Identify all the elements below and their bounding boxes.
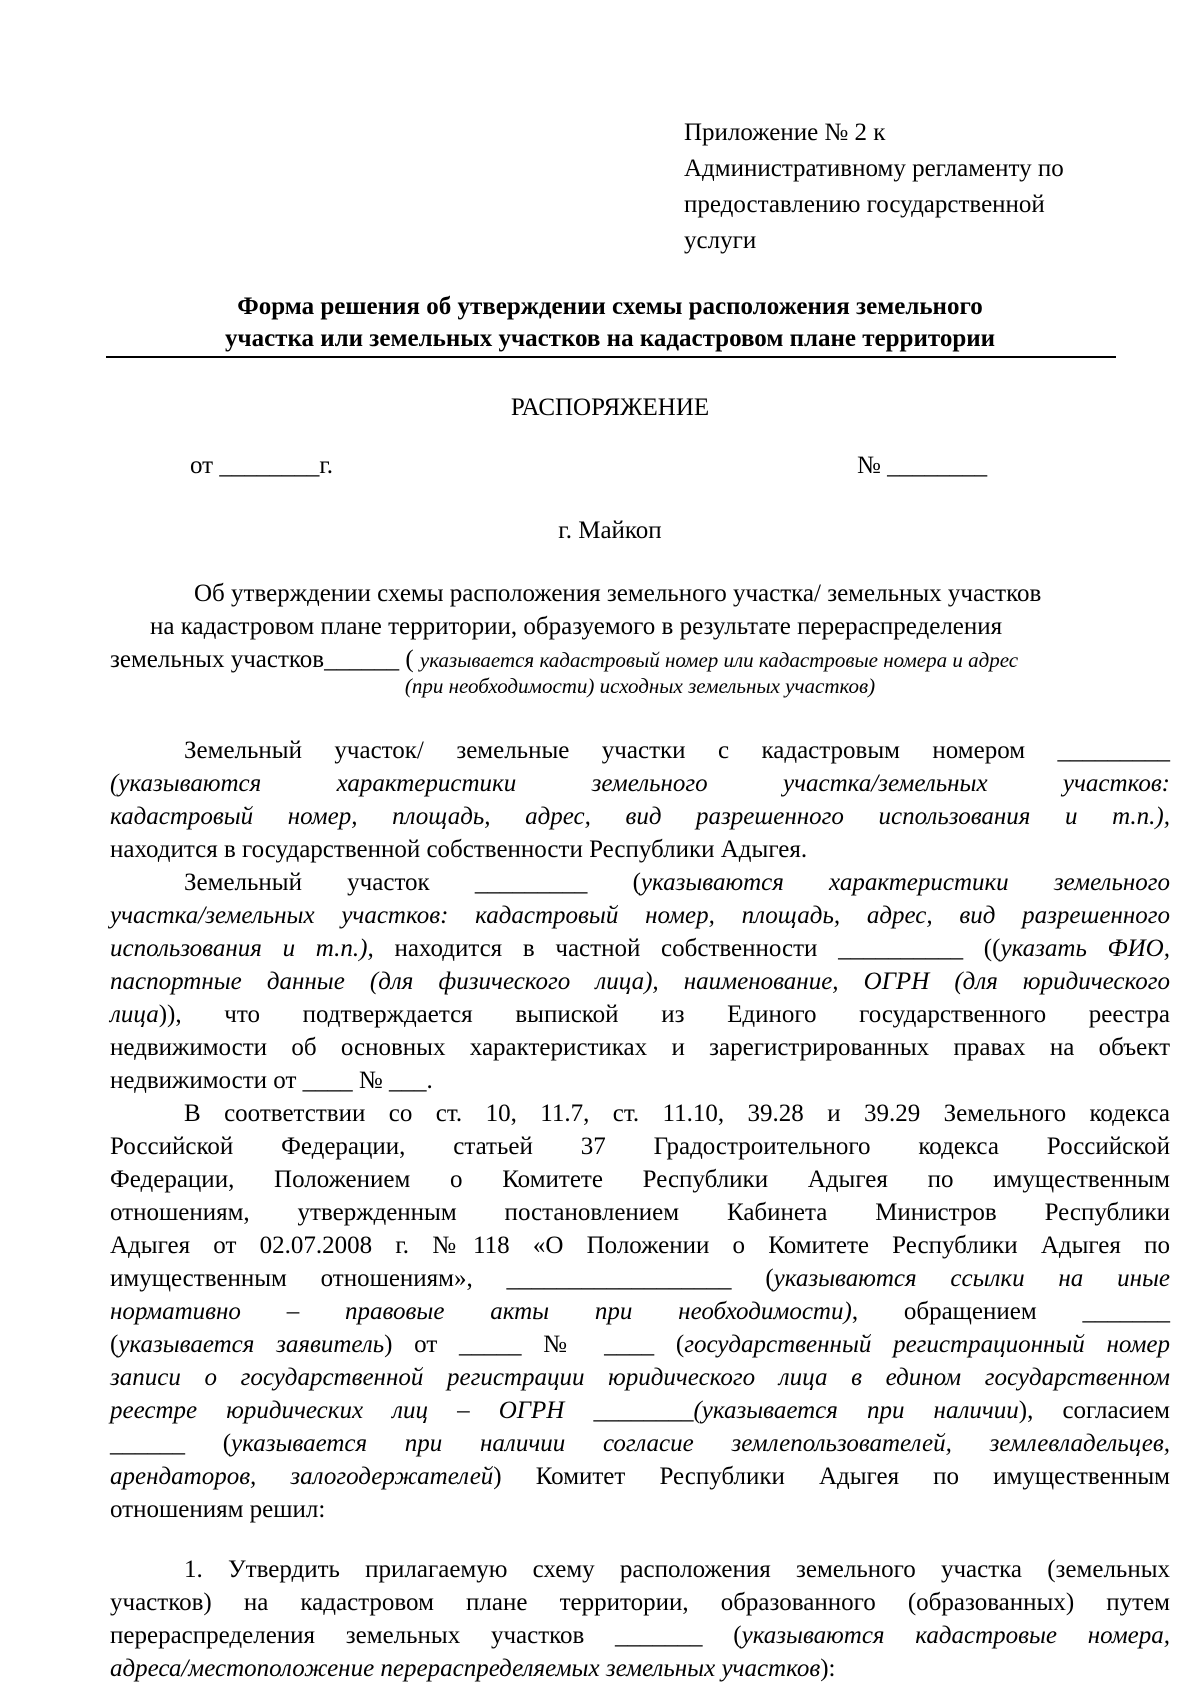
item1-line-4 [110, 1652, 1170, 1685]
item1-line-4-b: ): [820, 1655, 836, 1682]
subject-line-3-text: земельных участков______ ( [110, 646, 420, 673]
city: г. Майкоп [558, 517, 662, 544]
item1-line-3-a: перераспределения земельных участков _______ ( [110, 1622, 742, 1649]
item1-line-1: 1. Утвердить прилагаемую схему расположения земельного участка (земельных [184, 1556, 1170, 1583]
p1-line-3: кадастровый номер, площадь, адрес, вид разрешенного использования и т.п.), [110, 803, 1170, 830]
item1-line-2: участков) на кадастровом плане территории, образованного (образованных) путем [110, 1589, 1170, 1616]
p3-line-5: Адыгея от 02.07.2008 г. №118 «О Положении о Комитете Республики Адыгея по [110, 1232, 1170, 1259]
date-field: от ________г. [190, 452, 334, 479]
p1-line-4: находится в государственной собственности Республики Адыгея. [110, 836, 808, 863]
p2-line-3 [110, 932, 1170, 965]
p3-line-13: отношениям решил: [110, 1496, 326, 1523]
p2-line-1-a: Земельный участок _________ ( [184, 869, 641, 896]
p3-line-11 [110, 1427, 1170, 1460]
doc-type: РАСПОРЯЖЕНИЕ [510, 394, 710, 421]
p3-line-8-c: ) от _____ № ____ ( [384, 1331, 685, 1358]
p3-line-4: отношениям, утвержденным постановлением Кабинета Министров Республики [110, 1199, 1170, 1226]
p3-line-10-a: реестре юридических лиц – ОГРН ________( [110, 1397, 702, 1424]
p3-line-6-b: указываются ссылки на иные [773, 1265, 1170, 1292]
item-1-block [110, 1553, 1170, 1685]
p3-line-6-a: имущественным отношениям», __________________ ( [110, 1265, 774, 1292]
p1-line-2: (указываются характеристики земельного участка/земельных участков: [110, 770, 1170, 797]
subject-block [110, 577, 1170, 676]
form-title-line-1: Форма решения об утверждении схемы расположения земельного [237, 293, 983, 320]
p3-line-10 [110, 1394, 1170, 1427]
p2-line-6: недвижимости об основных характеристиках и зарегистрированных правах на объект [110, 1034, 1170, 1061]
subject-line-4: (при необходимости) исходных земельных участков) [404, 674, 876, 698]
p2-line-5-b: )), что подтверждается выпиской из Единого государственного реестра [158, 1001, 1170, 1028]
number-field: № ________ [857, 452, 988, 479]
p3-line-10-c: ), согласием [1018, 1397, 1170, 1424]
p2-line-3-a: использования и т.п.), [110, 935, 374, 962]
subject-line-1: Об утверждении схемы расположения земельного участка/ земельных участков [194, 580, 1042, 607]
p2-line-1-b: указываются характеристики земельного [640, 869, 1170, 896]
p2-line-1 [110, 866, 1170, 899]
p3-line-1: В соответствии со ст. 10, 11.7, ст. 11.10, 39.28 и 39.29 Земельного кодекса [184, 1100, 1170, 1127]
p3-line-11-b: указывается при наличии согласие землепользователей, землевладельцев, [231, 1430, 1170, 1457]
p3-line-7 [110, 1295, 1170, 1328]
subject-line-2: на кадастровом плане территории, образуемого в результате перераспределения [150, 613, 1003, 640]
p3-line-3: Федерации, Положением о Комитете Республики Адыгея по имущественным [110, 1166, 1170, 1193]
item1-line-3 [110, 1619, 1170, 1652]
p2-line-2: участка/земельных участков: кадастровый номер, площадь, адрес, вид разрешенного [110, 902, 1170, 929]
p2-line-3-b: находится в частной собственности __________ (( [373, 935, 1001, 962]
title-underline [106, 356, 1116, 358]
item1-line-4-a: адреса/местоположение перераспределяемых земельных участков [110, 1655, 821, 1682]
p3-line-8-a: ( [110, 1331, 119, 1358]
p3-line-9: записи о государственной регистрации юридического лица в едином государственном [110, 1364, 1170, 1391]
p3-line-10-b: указывается при наличии [701, 1397, 1019, 1424]
appendix-line-4: услуги [684, 227, 757, 254]
appendix-line-1: Приложение № 2 к [684, 119, 886, 146]
p2-line-5 [110, 998, 1170, 1031]
p3-line-7-a: нормативно – правовые акты при необходимости) [110, 1298, 852, 1325]
body-block [110, 734, 1170, 1526]
p3-line-12 [110, 1460, 1170, 1493]
p3-line-8-b: указывается заявитель [118, 1331, 385, 1358]
subject-line-3-note: указывается кадастровый номер или кадастровые номера и адрес [419, 648, 1019, 672]
appendix-line-2: Административному регламенту по [684, 155, 1064, 182]
p3-line-7-b: , обращением _______ [851, 1298, 1170, 1325]
p3-line-11-a: ______ ( [110, 1430, 232, 1457]
p2-line-5-a: лица [110, 1001, 159, 1028]
p3-line-6 [110, 1262, 1170, 1295]
p2-line-7: недвижимости от ____ № ___. [110, 1067, 433, 1094]
p3-line-12-a: арендаторов, залогодержателей [110, 1463, 494, 1490]
p3-line-8 [110, 1328, 1170, 1361]
p3-line-8-d: государственный регистрационный номер [684, 1331, 1171, 1358]
p2-line-3-c: указать ФИО, [1000, 935, 1170, 962]
p3-line-12-b: ) Комитет Республики Адыгея по имущественным [493, 1463, 1170, 1490]
p2-line-4: паспортные данные (для физического лица), наименование, ОГРН (для юридического [110, 968, 1170, 995]
p1-line-1: Земельный участок/ земельные участки с кадастровым номером _________ [184, 737, 1170, 764]
p3-line-2: Российской Федерации, статьей 37 Градостроительного кодекса Российской [110, 1133, 1170, 1160]
item1-line-3-b: указываются кадастровые номера, [741, 1622, 1170, 1649]
appendix-line-3: предоставлению государственной [684, 191, 1045, 218]
form-title-line-2: участка или земельных участков на кадастровом плане территории [224, 325, 996, 352]
